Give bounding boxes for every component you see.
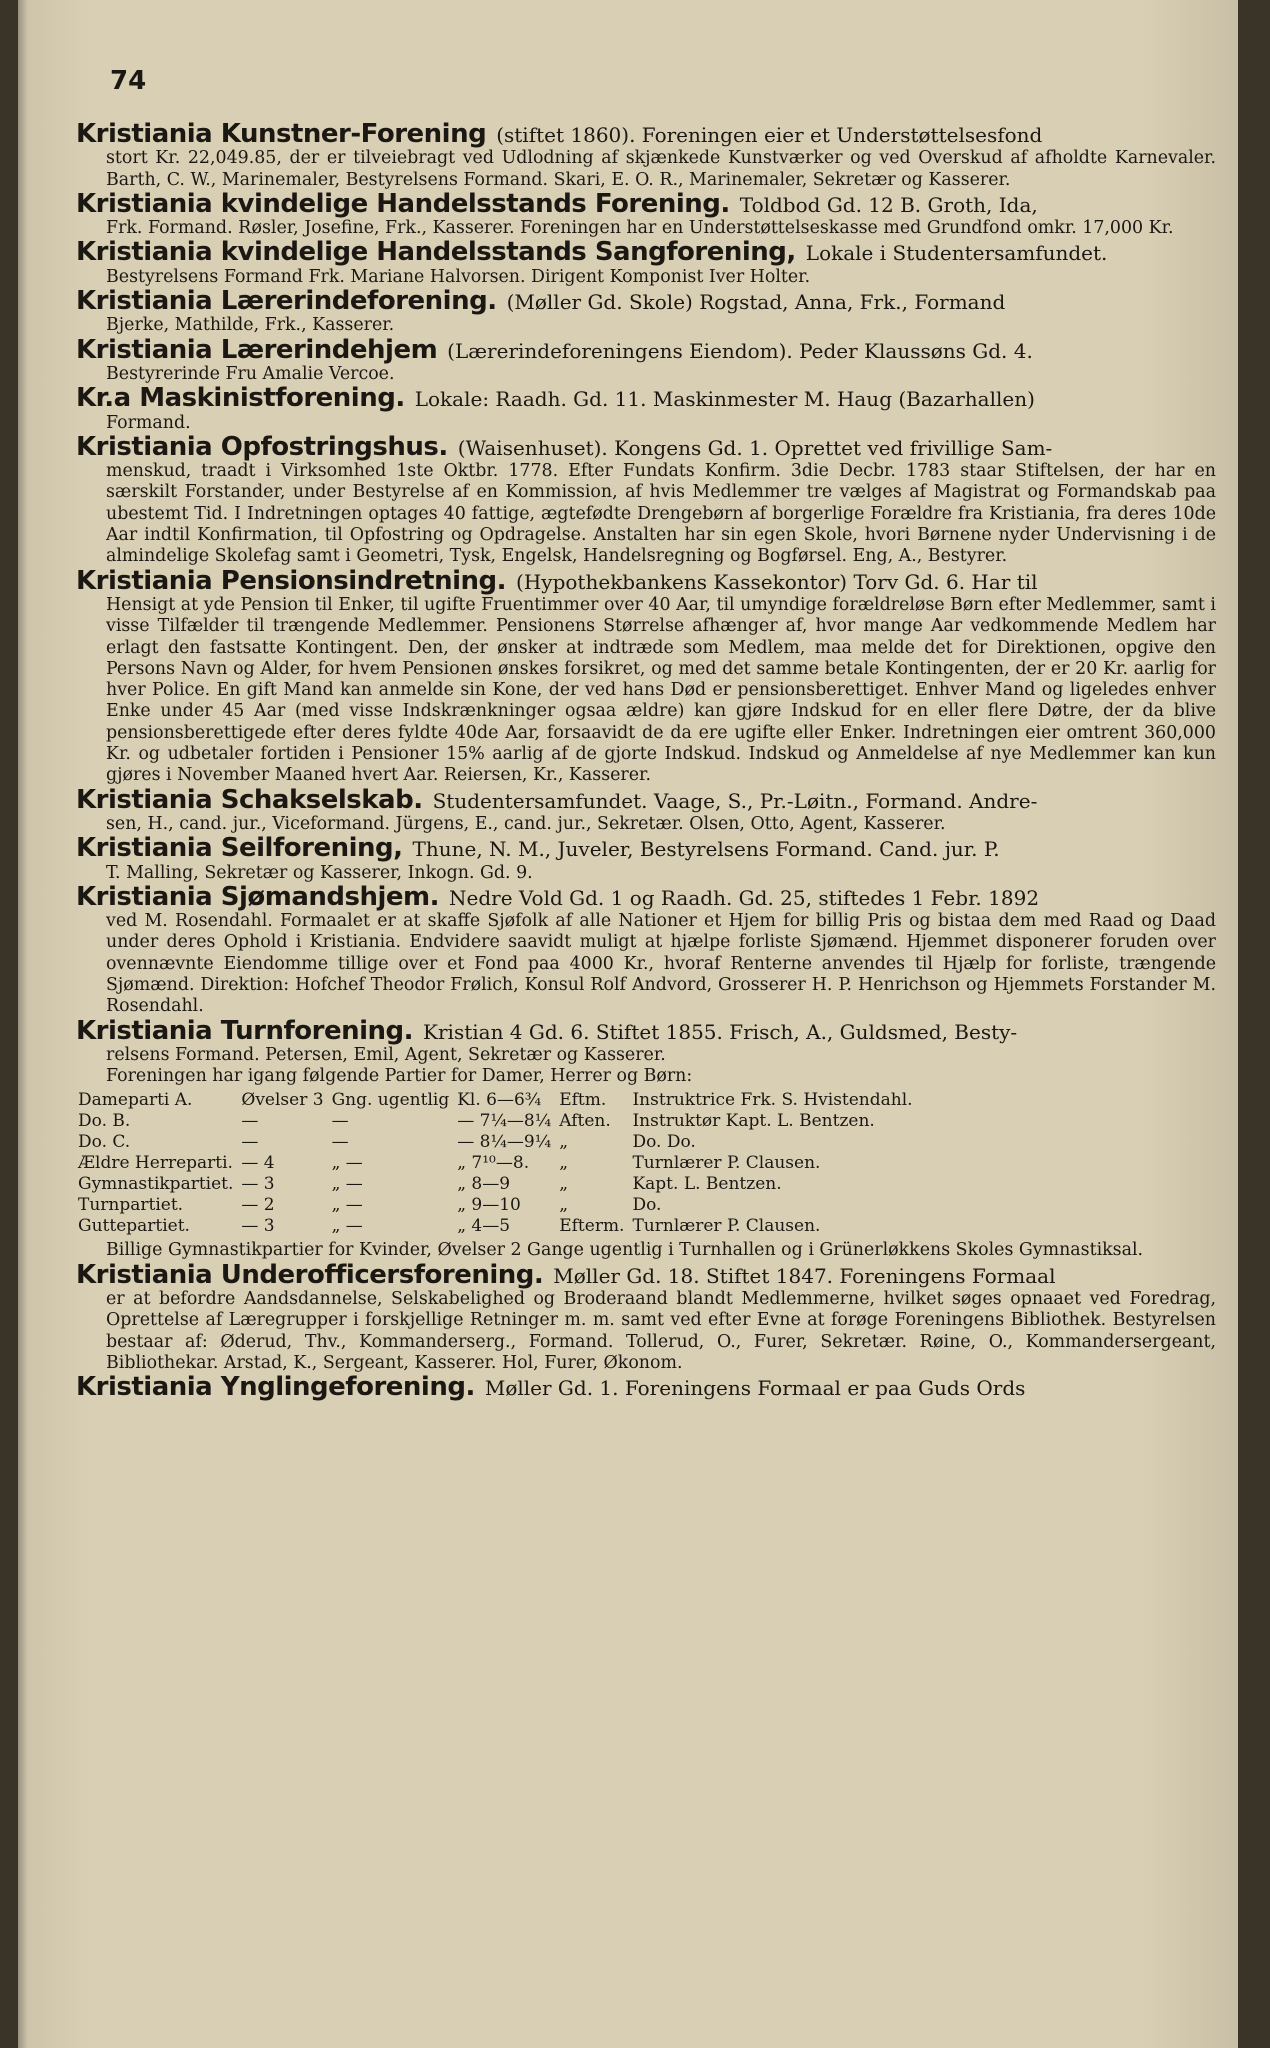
- entry-head: (Waisenhuset). Kongens Gd. 1. Oprettet ved frivillige Sam-: [457, 435, 1053, 460]
- table-cell: „ 4—5: [457, 1216, 511, 1237]
- entry-head: Thune, N. M., Juveler, Bestyrelsens Formand. Cand. jur. P.: [412, 837, 1000, 862]
- table-cell: —: [241, 1132, 259, 1153]
- entry-head: (Hypothekbankens Kassekontor) Torv Gd. 6. Har til: [516, 569, 1038, 594]
- document-page: [18, 0, 1238, 2048]
- table-cell: Efterm.: [559, 1216, 625, 1237]
- table-row: [78, 1111, 921, 1132]
- entry-name: Kristiania kvindelige Handelsstands Forening.: [76, 188, 730, 219]
- table-cell: „ 8—9: [457, 1174, 511, 1195]
- table-cell: Gymnastikpartiet.: [78, 1174, 234, 1195]
- table-cell: „ —: [331, 1174, 363, 1195]
- entry-body: er at befordre Aandsdannelse, Selskabelighed og Broderaand blandt Medlemmerne, hvilket søges opnaaet ved Foredrag, Oprettelse af Læregrupper i forskjellige Retninger m. m. samt ved efter Evne at forøge Foreningens Bibliothek. Bestyrelsen bestaar af: Øderud, Thv., Kommanderserg., Formand. Tollerud, O., Furer, Sekretær. Røine, O., Kommandersergeant, Bibliothekar. Arstad, K., Sergeant, Kasserer. Hol, Furer, Økonom.: [106, 1289, 1216, 1373]
- entry-head: (Lærerindeforeningens Eiendom). Peder Klaussøns Gd. 4.: [447, 338, 1033, 363]
- table-cell: — 2: [241, 1195, 275, 1216]
- table-cell: Ældre Herreparti.: [78, 1153, 233, 1174]
- entry-body: stort Kr. 22,049.85, der er tilveiebragt ved Udlodning af skjænkede Kunstværker og ved Overskud af afholdte Karnevaler. Barth, C. W., Marinemaler, Bestyrelsens Formand. Skari, E. O. R., Marinemaler, Sekretær og Kasserer.: [106, 148, 1216, 190]
- entry-name: Kr.a Maskinistforening.: [76, 383, 405, 414]
- table-cell: „ 7¹⁰—8.: [457, 1153, 530, 1174]
- entry: [76, 1015, 1216, 1262]
- entry-name: Kristiania Sjømandshjem.: [76, 881, 440, 912]
- entry-name: Kristiania Seilforening,: [76, 833, 403, 864]
- entry-body: Bestyrerinde Fru Amalie Vercoe.: [106, 363, 395, 384]
- table-cell: Kl. 6—6¾: [457, 1090, 542, 1111]
- table-cell: Kapt. L. Bentzen.: [632, 1174, 782, 1195]
- table-cell: „: [559, 1132, 569, 1153]
- page-number: 74: [110, 66, 147, 96]
- entry: [76, 119, 1216, 191]
- table-cell: Eftm.: [559, 1090, 607, 1111]
- entry: [76, 286, 1216, 337]
- table-cell: —: [331, 1111, 349, 1132]
- entry-body: Frk. Formand. Røsler, Josefine, Frk., Kasserer. Foreningen har en Understøttelseskasse med Grundfond omkr. 17,000 Kr.: [106, 218, 1174, 239]
- entry-name: Kristiania Ynglingeforening.: [76, 1372, 475, 1403]
- table-cell: Do. C.: [78, 1132, 131, 1153]
- table-row: [78, 1216, 921, 1237]
- entry: [76, 1372, 1216, 1403]
- entry-body: sen, H., cand. jur., Viceformand. Jürgens, E., cand. jur., Sekretær. Olsen, Otto, Agent, Kasserer.: [106, 813, 946, 834]
- directory-listing: [76, 119, 1216, 1405]
- entry: [76, 334, 1216, 386]
- table-cell: — 3: [241, 1216, 275, 1237]
- entry-name: Kristiania kvindelige Handelsstands Sangforening,: [76, 237, 796, 268]
- entry-head: (stiftet 1860). Foreningen eier et Understøttelsesfond: [496, 123, 1043, 147]
- table-cell: — 3: [241, 1174, 275, 1195]
- table-cell: — 4: [241, 1153, 275, 1174]
- entry: [76, 383, 1216, 434]
- table-cell: Do.: [632, 1195, 662, 1216]
- entry-name: Kristiania Underofficersforening.: [76, 1259, 544, 1290]
- table-cell: Turnlærer P. Clausen.: [632, 1216, 821, 1237]
- entry-head: Kristian 4 Gd. 6. Stiftet 1855. Frisch, A., Guldsmed, Besty-: [423, 1019, 1018, 1044]
- table-cell: „: [559, 1195, 569, 1216]
- entry-body: relsens Formand. Petersen, Emil, Agent, Sekretær og Kasserer.: [106, 1044, 666, 1065]
- table-cell: Do. Do.: [632, 1132, 696, 1153]
- entry: [76, 833, 1216, 884]
- entry-name: Kristiania Turnforening.: [76, 1015, 414, 1046]
- entry-body: Bjerke, Mathilde, Frk., Kasserer.: [106, 315, 395, 336]
- binding-shadow: [18, 0, 28, 2048]
- entry: [76, 1259, 1216, 1374]
- table-cell: „ —: [331, 1195, 363, 1216]
- table-cell: —: [331, 1132, 349, 1153]
- entry-head: Toldbod Gd. 12 B. Groth, Ida,: [739, 192, 1038, 217]
- table-row: [78, 1174, 921, 1195]
- entry: [76, 237, 1216, 288]
- table-cell: Instruktør Kapt. L. Bentzen.: [632, 1111, 875, 1132]
- table-row: [78, 1153, 921, 1174]
- table-cell: Instruktrice Frk. S. Hvistendahl.: [632, 1090, 913, 1111]
- table-cell: „ —: [331, 1153, 363, 1174]
- table-cell: Dameparti A.: [78, 1090, 193, 1111]
- table-cell: Øvelser 3: [241, 1090, 324, 1111]
- table-cell: —: [241, 1111, 259, 1132]
- entry: [76, 431, 1216, 568]
- entry-name: Kristiania Pensionsindretning.: [76, 565, 507, 596]
- entry: [76, 188, 1216, 240]
- entry-name: Kristiania Lærerindeforening.: [76, 286, 497, 317]
- table-cell: „ 9—10: [457, 1195, 521, 1216]
- turn-intro: Foreningen har igang følgende Partier for Damer, Herrer og Børn:: [106, 1066, 693, 1087]
- table-cell: Guttepartiet.: [78, 1216, 190, 1237]
- turn-parties-table: [78, 1090, 921, 1237]
- table-cell: Do. B.: [78, 1111, 131, 1132]
- entry-head: Studentersamfundet. Vaage, S., Pr.-Løitn., Formand. Andre-: [432, 788, 1038, 813]
- entry-head: (Møller Gd. Skole) Rogstad, Anna, Frk., Formand: [506, 290, 1006, 315]
- table-cell: — 7¼—8¼: [457, 1111, 552, 1132]
- table-cell: „: [559, 1153, 569, 1174]
- table-cell: Aften.: [559, 1111, 611, 1132]
- table-row: [78, 1090, 921, 1111]
- entry-body: ved M. Rosendahl. Formaalet er at skaffe Sjøfolk af alle Nationer et Hjem for billig Pris og bistaa dem med Raad og Daad under deres Ophold i Kristiania. Endvidere saavidt muligt at hjælpe forliste Sjømænd. Hjemmet disponerer foruden over ovennævnte Eiendomme tillige over et Fond paa 4000 Kr., hvoraf Renterne anvendes til Hjælp for forliste, trængende Sjømænd. Direktion: Hofchef Theodor Frølich, Konsul Rolf Andvord, Grosserer H. P. Henrichson og Hjemmets Forstander M. Rosendahl.: [106, 911, 1216, 1017]
- entry: [76, 565, 1216, 787]
- turn-outro: Billige Gymnastikpartier for Kvinder, Øvelser 2 Gange ugentlig i Turnhallen og i Grünerløkkens Skoles Gymnastiksal.: [106, 1240, 1144, 1261]
- entry: [76, 784, 1216, 836]
- entry-body: menskud, traadt i Virksomhed 1ste Oktbr. 1778. Efter Fundats Konfirm. 3die Decbr. 1783 staar Stiftelsen, der har en særskilt Forstander, under Bestyrelse af en Kommission, af hvis Medlemmer tre vælges af Magistrat og Formandskab paa ubestemt Tid. I Indretningen optages 40 fattige, ægtefødte Drengebørn af borgerlige Forældre fra Kristiania, fra deres 10de Aar indtil Konfirmation, til Opfostring og Opdragelse. Anstalten har sin egen Skole, hvori Børnene nyder Undervisning i de almindelige Skolefag samt i Geometri, Tysk, Engelsk, Handelsregning og Bogførsel. Eng, A., Bestyrer.: [106, 461, 1216, 567]
- entry-head: Møller Gd. 1. Foreningens Formaal er paa Guds Ords: [484, 1376, 1026, 1401]
- table-cell: „: [559, 1174, 569, 1195]
- table-cell: „ —: [331, 1216, 363, 1237]
- entry: [76, 881, 1216, 1018]
- entry-name: Kristiania Opfostringshus.: [76, 431, 448, 462]
- entry-name: Kristiania Lærerindehjem: [76, 334, 438, 365]
- table-row: [78, 1132, 921, 1153]
- entry-head: Nedre Vold Gd. 1 og Raadh. Gd. 25, stiftedes 1 Febr. 1892: [449, 885, 1040, 910]
- table-row: [78, 1195, 921, 1216]
- entry-body: Bestyrelsens Formand Frk. Mariane Halvorsen. Dirigent Komponist Iver Holter.: [106, 266, 811, 287]
- entry-head: Lokale i Studentersamfundet.: [805, 241, 1108, 266]
- table-cell: Turnpartiet.: [78, 1195, 184, 1216]
- entry-body: Formand.: [106, 412, 191, 433]
- entry-name: Kristiania Schakselskab.: [76, 784, 423, 815]
- table-cell: Gng. ugentlig: [331, 1090, 450, 1111]
- table-cell: — 8¼—9¼: [457, 1132, 552, 1153]
- entry-body: Hensigt at yde Pension til Enker, til ugifte Fruentimmer over 40 Aar, til umyndige forældreløse Børn efter Medlemmer, samt i visse Tilfælder til trængende Medlemmer. Pensionens Størrelse afhænger af, hvor mange Aar vedkommende Medlem har erlagt den fastsatte Kontingent. Den, der ønsker at indtræde som Medlem, maa melde det for Direktionen, opgive den Persons Navn og Alder, for hvem Pensionen ønskes forsikret, og med det samme betale Kontingenten, der er 20 Kr. aarlig for hver Police. En gift Mand kan anmelde sin Kone, der ved hans Død er pensionsberettiget. Enhver Mand og ligeledes enhver Enke under 45 Aar (med visse Indskrænkninger ogsaa ældre) kan gjøre Indskud for en eller flere Døtre, der da blive pensionsberettigede efter deres fyldte 40de Aar, forsaavidt de da ere ugifte eller Enker. Indretningen eier omtrent 360,000 Kr. og udbetaler fortiden i Pensioner 15% aarlig af de gjorte Indskud. Indskud og Anmeldelse af nye Medlemmer kan kun gjøres i November Maaned hvert Aar. Reiersen, Kr., Kasserer.: [106, 594, 1216, 786]
- table-cell: Turnlærer P. Clausen.: [632, 1153, 821, 1174]
- entry-head: Lokale: Raadh. Gd. 11. Maskinmester M. Haug (Bazarhallen): [414, 387, 1035, 412]
- entry-body: T. Malling, Sekretær og Kasserer, Inkogn. Gd. 9.: [106, 862, 533, 883]
- entry-name: Kristiania Kunstner-Forening: [76, 119, 487, 149]
- entry-head: Møller Gd. 18. Stiftet 1847. Foreningens Formaal: [553, 1263, 1056, 1288]
